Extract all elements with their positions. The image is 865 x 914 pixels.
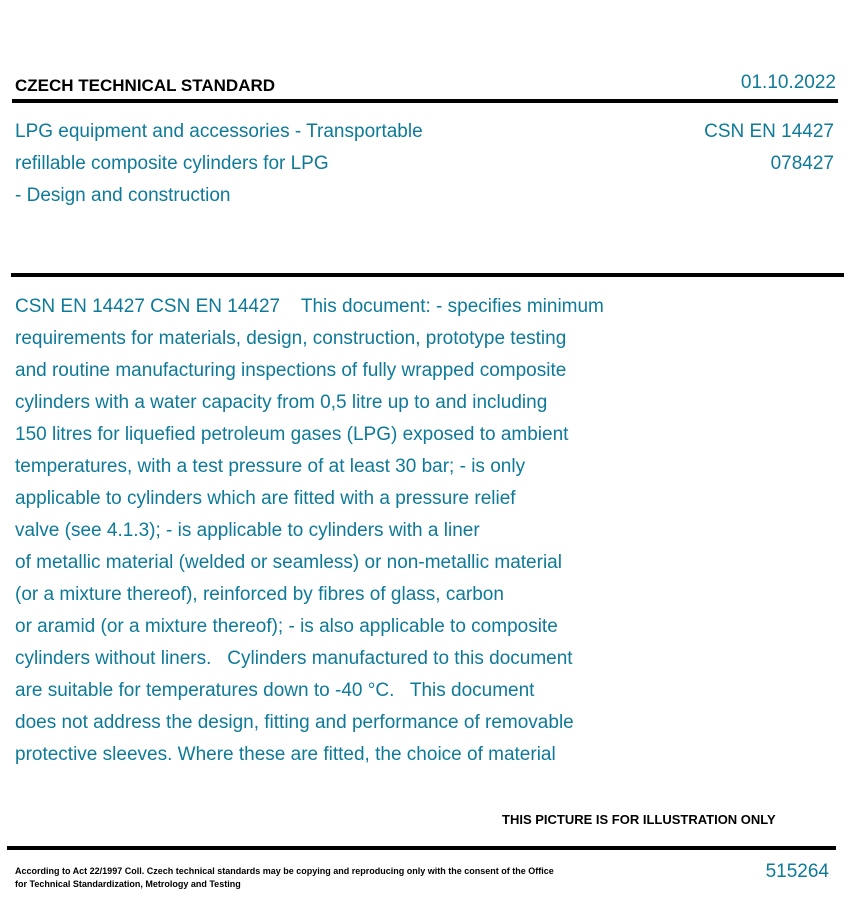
abstract-line: applicable to cylinders which are fitted with a pressure relief <box>15 488 516 509</box>
legal-notice <box>15 865 615 891</box>
standard-type-heading: CZECH TECHNICAL STANDARD <box>15 76 276 95</box>
abstract-line: cylinders without liners. Cylinders manufactured to this document <box>15 648 573 669</box>
document-title <box>15 116 575 212</box>
header-divider <box>12 99 838 103</box>
catalog-number: 515264 <box>765 861 829 882</box>
standard-code: CSN EN 14427 <box>704 121 834 142</box>
abstract-line: or aramid (or a mixture thereof); - is also applicable to composite <box>15 616 558 637</box>
document-identifiers <box>704 116 834 180</box>
abstract-text <box>15 291 715 771</box>
legal-notice-line: According to Act 22/1997 Coll. Czech technical standards may be copying and reproducing only with the consent of the Office <box>15 866 554 876</box>
legal-notice-line: for Technical Standardization, Metrology and Testing <box>15 879 241 889</box>
abstract-line: cylinders with a water capacity from 0,5 litre up to and including <box>15 392 548 413</box>
classification-number: 078427 <box>770 153 834 174</box>
abstract-line: 150 litres for liquefied petroleum gases (LPG) exposed to ambient <box>15 424 569 445</box>
section-divider <box>11 273 844 277</box>
abstract-line: of metallic material (welded or seamless) or non-metallic material <box>15 552 562 573</box>
abstract-line: are suitable for temperatures down to -40 °C. This document <box>15 680 535 701</box>
document-title-line: LPG equipment and accessories - Transportable <box>15 121 423 142</box>
document-title-line: - Design and construction <box>15 185 231 206</box>
document-title-line: refillable composite cylinders for LPG <box>15 153 329 174</box>
abstract-line: (or a mixture thereof), reinforced by fibres of glass, carbon <box>15 584 504 605</box>
abstract-line: protective sleeves. Where these are fitted, the choice of material <box>15 744 556 765</box>
publication-date: 01.10.2022 <box>740 72 836 93</box>
abstract-line: requirements for materials, design, construction, prototype testing <box>15 328 567 349</box>
footer-divider <box>7 846 836 850</box>
illustration-disclaimer: THIS PICTURE IS FOR ILLUSTRATION ONLY <box>502 812 776 827</box>
abstract-line: and routine manufacturing inspections of fully wrapped composite <box>15 360 567 381</box>
abstract-line: does not address the design, fitting and performance of removable <box>15 712 574 733</box>
abstract-line: valve (see 4.1.3); - is applicable to cylinders with a liner <box>15 520 480 541</box>
abstract-line: temperatures, with a test pressure of at least 30 bar; - is only <box>15 456 526 477</box>
abstract-line: CSN EN 14427 CSN EN 14427 This document: - specifies minimum <box>15 296 604 317</box>
